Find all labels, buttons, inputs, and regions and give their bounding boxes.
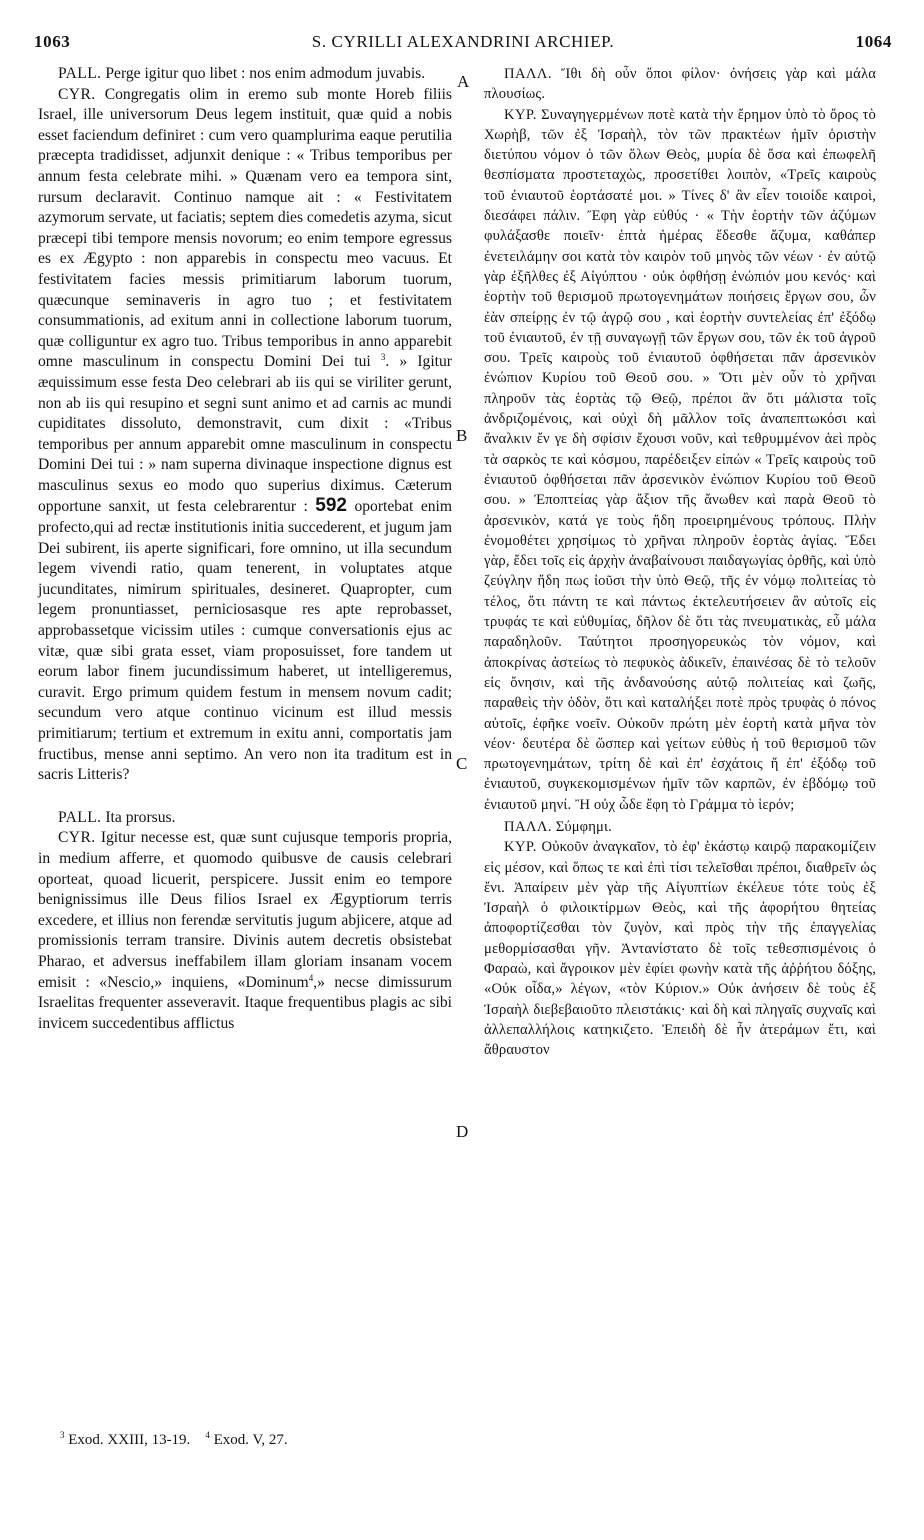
greek-paragraph xyxy=(484,817,876,837)
latin-paragraph xyxy=(38,85,452,786)
paragraph-text: Perge igitur quo libet : nos enim admodum juvabis. xyxy=(101,65,426,82)
margin-page-number: 592 xyxy=(315,495,347,517)
footnote-mark: 3 xyxy=(60,1430,65,1440)
section-marker-c: C xyxy=(456,754,468,773)
section-marker-a: A xyxy=(457,72,470,91)
speaker-label: PALL. xyxy=(58,65,102,82)
section-marker-d: D xyxy=(456,1122,469,1141)
greek-paragraph xyxy=(484,64,876,105)
footnote-text: Exod. XXIII, 13-19. xyxy=(64,1432,191,1448)
speaker-label: CYR. xyxy=(58,85,96,103)
greek-column xyxy=(484,64,876,1061)
paragraph-text: Igitur necesse est, quæ sunt cujusque temporis propria, in medium afferre, et quomodo quibusve de causis celebrari oporteat, quoad licuerit, perspicere. Jussit enim eo tempore benignissimus ille Deus filios Israel ex Ægyptiorum terris excedere, et illius non ferendæ servitutis jugum abjicere, atque ad promissionis terram transire. Divinis autem decretis obsistebat Pharao, et adversus ineffabilem illam gloriam insanam vocem emisit : «Nescio,» inquiens, «Dominum xyxy=(38,829,452,991)
footnotes xyxy=(60,1432,660,1449)
greek-paragraph xyxy=(484,837,876,1060)
speaker-label: ΚΥΡ. xyxy=(504,106,537,123)
paragraph-gap xyxy=(38,786,452,808)
right-page-number: 1064 xyxy=(855,32,892,51)
footnote-3 xyxy=(60,1432,190,1448)
left-page-number: 1063 xyxy=(34,32,71,51)
paragraph-text: . » Igitur æquissimum esse festa Deo celebrari ab iis qui se viriliter gerunt, non ab iis qui resupino et segni sunt animo et ad carnis ac mundi cupiditates dissoluto, demonstravit, cum dixit : «Tribus temporibus per annum apparebit omne masculinum in conspectu Domini Dei tui : » nam superna divinaque inspectione dignus est masculinus sexus eo modo quo superius diximus. Cæterum opportune sanxit, ut festa celebrarentur : xyxy=(38,353,452,516)
footnote-ref: 4 xyxy=(308,972,314,983)
paragraph-text: Congregatis olim in eremo sub monte Horeb filiis Israel, ille universorum Deus legem instituit, quæ quid a nobis esset faciendum definiret : cum vero quamplurima eaque perutilia præcepta tradidisset, adjunxit denique : « Tribus temporibus per annum festa celebrate mihi. » Quænam vero ea tempora sint, rursum declaravit. Continuo namque ait : « Festivitatem azymorum servate, ut faciatis; septem dies comedetis azyma, sicut præcepi tibi tempore mensis novorum; eo enim tempore egressus es ex Ægypto : non apparebis in conspectu meo vacuus. Et festivitatem facies messis primitiarum laborum tuorum, quæcunque seminaveris in agro tuo ; et festivitatem consummationis, ad exitum anni in collectione laborum tuorum, quæ colliguntur ex agro tuo. Tribus temporibus in anno apparebit omne masculinum in conspectu Domini Dei tui xyxy=(38,85,452,371)
paragraph-text: Ἴθι δὴ οὖν ὅποι φίλον· ὀνήσεις γὰρ καὶ μάλα πλουσίως. xyxy=(484,66,876,103)
latin-paragraph xyxy=(38,64,452,85)
paragraph-text: Συναγηγερμένων ποτὲ κατὰ τὴν ἔρημον ὑπὸ τὸ ὄρος τὸ Χωρὴβ, τῶν ἐξ Ἰσραὴλ, τὸν τῶν πρακτέων ἡμῖν ὁριστὴν διετύπου νόμον ὁ τῶν ὅλων Θεὸς, μυρία δὲ ὅσα καὶ ἐπωφελῆ θεσπίσματα προστεταχὼς, προσετίθει λοιπὸν, «Τρεῖς καιροὺς τοῦ ἐνιαυτοῦ ἑορτάσατέ μοι. » Τίνες δ' ἂν εἶεν τοιοίδε καιροὶ, διεσάφει πάλιν. Ἔφη γὰρ εὐθύς · « Τὴν ἑορτὴν τῶν ἀζύμων φυλάξασθε ποιεῖν· ἑπτὰ ἡμέρας ἔδεσθε ἄζυμα, καθάπερ ἐνετειλάμην σοι κατὰ τὸν καιρὸν τοῦ μηνὸς τῶν νέων · ἐν αὐτῷ γὰρ ἐξῆλθες ἐξ Αἰγύπτου · οὐκ ὀφθήσῃ ἐνώπιόν μου κενός· καὶ ἑορτὴν τοῦ θερισμοῦ πρωτογενημάτων ποιήσεις ἔργων σου, ὧν ἐὰν σπείρῃς ἐν τῷ ἀγρῷ σου , καὶ ἑορτὴν συντελείας ἐπ' ἐξόδῳ τοῦ ἐνιαυτοῦ, ἐν τῇ συναγωγῇ τῶν ἔργων σου, τῶν ἐκ τοῦ ἀγροῦ σου. Τρεῖς καιροὺς τοῦ ἐνιαυτοῦ ὀφθήσεται πᾶν ἀρσενικὸν ἐνώπιον Κυρίου τοῦ Θεοῦ σου. » Ὅτι μὲν οὖν τὸ χρῆναι πληροῦν τὰς ἑορτὰς τῷ Θεῷ, πρέποι ἂν ὅτι μάλιστα τοῖς ἀνδριζομένοις, καὶ οὐχὶ δὴ μᾶλλον τοῖς ἀναπεπτωκόσι καὶ ἄναλκιν ἔν γε δὴ σφίσιν ἔχουσι νοῦν, καὶ τεθρυμμένον ἀεὶ πρὸς τὰ σαρκὸς τε καὶ κόσμου, παρέδειξεν εἰπών « Τρεῖς καιροὺς τοῦ ἐνιαυτοῦ ὀφθήσεται πᾶν ἀρσενικὸν ἐνώπιον Κυρίου τοῦ Θεοῦ σου. » Ἐποπτείας γὰρ ἄξιον τῆς ἄνωθεν καὶ παρὰ Θεοῦ τὸ ἀρσενικὸν, κατά γε τοὺς ἤδη προειρημένους τρόπους. Πλὴν ἐνομοθέτει χρησίμως τὸ χρῆναι πληροῦν ἑορτὰς ἁγίας. Ἔδει γὰρ, ἔδει τοῖς εἰς ἀρχὴν ἀναβαίνουσι παιδαγωγίας ὀρθῆς, καὶ ὑπὸ ζεύγλην ἤδη πως ἰοῦσι τὴν ὑπὸ Θεῷ, τῆς ἐν νόμῳ πολιτείας τὸ τέλος, ὅτι πάντη τε καὶ πάντως ἐκτελευτήσειεν ἂν αὐτοῖς εἰς τρυφάς τε καὶ εὐθυμίας, δῆλον δὲ ὅτι τὰς πνευματικὰς, εὖ μάλα παραδηλοῦν. Ταύτητοι προσηγορευκὼς τὸν νόμον, καὶ ἀποκρίνας ἀστείως τὸ πεφυκὸς ἀδικεῖν, ἐπαινέσας δὲ τὸ τελοῦν εἰς ὄνησιν, καὶ τῆς ἀνδανούσης αὐτῷ πολιτείας καὶ ζωῆς, παραθεὶς τὴν ὁδὸν, ὅτι καὶ καταλήξει ποτὲ πρὸς τρυφὰς ὁ πόνος αὐτοῖς, ἐφῆκε νοεῖν. Οὐκοῦν πρώτη μὲν ἑορτὴ κατὰ μῆνα τὸν νέον· δευτέρα δὲ ὥσπερ καὶ γείτων εὐθὺς ἡ τοῦ θερισμοῦ τῶν πρωτογενημάτων, τρίτη δὲ καὶ ἐπ' ἐσχάτοις ἤ ἐπ' ἐξόδῳ τοῦ ἐνιαυτοῦ, συγκεκομισμένων ἡμῖν τῶν καρπῶν, ἐν ἑβδόμῳ τοῦ ἐνιαυτοῦ μηνί. Ἢ οὐχ ὧδε ἔφη τὸ Γράμμα τὸ ἱερόν; xyxy=(484,106,876,813)
footnote-4 xyxy=(205,1432,287,1448)
footnote-mark: 4 xyxy=(205,1430,210,1440)
latin-column xyxy=(38,64,452,1034)
speaker-label: ΠΑΛΛ. xyxy=(504,66,552,82)
paragraph-text: Ita prorsus. xyxy=(101,808,176,826)
paragraph-text: Σύμφημι. xyxy=(551,818,612,835)
running-title: S. CYRILLI ALEXANDRINI ARCHIEP. xyxy=(311,32,615,51)
latin-paragraph xyxy=(38,828,452,1034)
footnote-ref: 3 xyxy=(380,352,386,363)
running-header xyxy=(34,30,892,56)
paragraph-text: Οὐκοῦν ἀναγκαῖον, τὸ ἐφ' ἑκάστῳ καιρῷ παρακομίζειν εἰς μέσον, καὶ ὅπως τε καὶ ἐπὶ τίσι τελεῖσθαι πρέποι, διαθρεῖν ὡς ἔνι. Ἀπαίρειν μὲν γὰρ τῆς Αἰγυπτίων ἐκέλευε τότε τοὺς ἐξ Ἰσραὴλ ὁ φιλοικτίρμων Θεὸς, καὶ τῆς ἀφορήτου θητείας ἀποφορτίζεσθαι τὸν ζυγὸν, καὶ πρὸς τὴν τῆς ἐπαγγελίας μεθορμίσασθαι γῆν. Ἀντανίστατο δὲ τοῖς τεθεσπισμένοις ὁ Φαραὼ, καὶ ἄγροικον μὲν ἐφίει φωνὴν κατὰ τῆς ἀῤῥήτου δόξης, «Οὐκ οἶδα,» λέγων, «τὸν Κύριον.» Οὐκ ἀνήσειν δὲ τοὺς ἐξ Ἰσραὴλ διεβεβαιοῦτο πλειστάκις· καὶ δὴ καὶ πληγαῖς συχναῖς καὶ ἀλλεπαλλήλοις κατηκιζετο. Ἐπειδὴ δὲ ἦν ἀτεράμων ἔτι, καὶ ἄθραυστον xyxy=(484,839,876,1059)
section-marker-b: B xyxy=(456,426,468,445)
greek-paragraph xyxy=(484,105,876,815)
speaker-label: CYR. xyxy=(58,829,96,847)
speaker-label: PALL. xyxy=(58,808,102,826)
paragraph-text: oportebat enim profecto,qui ad rectæ institutionis initia succederent, et jugum jam Dei subirent, iis aperte significari, fore omnino, ut illa secundum legem vivendi ratio, quam tenerent, in voluptates atque jucunditates, nimirum spirituales, desineret. Quapropter, cum legem pronuntiasset, perniciosasque res apte reprobasset, approbassetque vicissim utiles : cumque conversationis ejus ac vitæ, quæ sibi grata esset, viam proposuisset, fore tandem ut eorum labor finem jucundissimum haberet, ut intelligeremus, curavit. Ergo primum quidem festum in mensem novum cadit; secundum vero atque continuo vicinum est illud messis primitiarum; tertium et extremum in exitu anni, comportatis jam fructibus, mense anni septimo. An vero non ita traditum est in sacris Litteris? xyxy=(38,498,452,784)
footnote-text: Exod. V, 27. xyxy=(209,1432,288,1448)
speaker-label: ΠΑΛΛ. xyxy=(504,818,552,835)
speaker-label: ΚΥΡ. xyxy=(504,839,537,856)
latin-paragraph xyxy=(38,808,452,829)
paragraph-text: ,» necse dimissurum Israelitas frequenter asseveravit. Itaque frequentibus plagis ac sibi invicem succedentibus afflictus xyxy=(38,973,453,1032)
